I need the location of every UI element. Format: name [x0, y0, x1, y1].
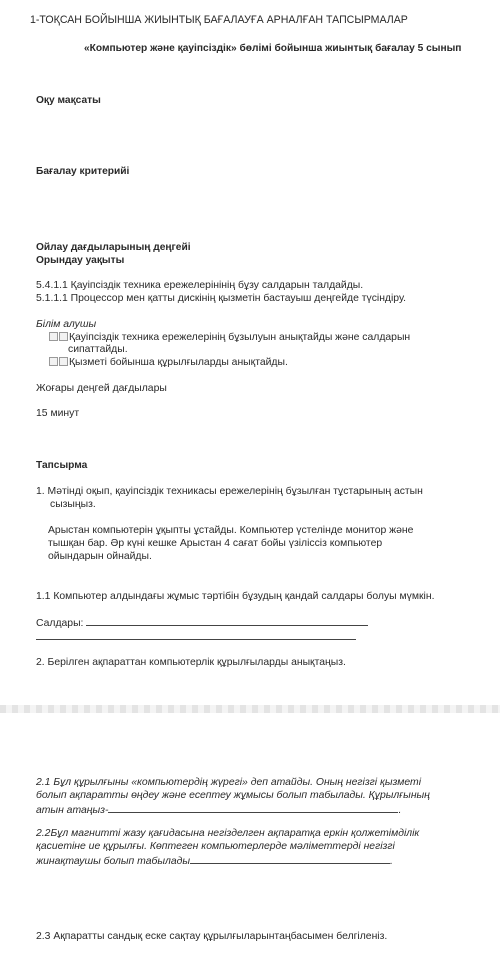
checkbox-icon: [59, 357, 68, 366]
answer-prompt: жинақтаушы болып табылады: [36, 856, 190, 867]
objective-item: 5.4.1.1 Қауіпсіздік техника ережелерінінің бұзу салдарын талдайды.: [36, 280, 364, 291]
passage-line: тышқан бар. Әр күні кешке Арыстан 4 сағат бойы үзіліссіз компьютер: [48, 538, 383, 549]
question-2-1-continued: болып ақпаратты өңдеу және есептеу жұмысы болып табылады. Құрылғының: [36, 790, 430, 801]
objective-item: 5.1.1.1 Процессор мен қатты дискінің қызметін бастауыш деңгейде түсіндіру.: [36, 293, 407, 304]
question-2-3: 2.3 Ақпаратты сандық еске сақтау құрылғыларынтаңбасымен белгіленіз.: [36, 931, 388, 942]
consequences-label: Салдары:: [36, 618, 84, 629]
question-1-continued: сызыңыз.: [50, 499, 96, 510]
checkbox-icon: [49, 357, 58, 366]
answer-line[interactable]: [190, 854, 390, 864]
document-subtitle: «Компьютер және қауіпсіздік» бөлімі бойынша жиынтық бағалау 5 сынып: [84, 43, 462, 54]
criterion-text: Қауіпсіздік техника ережелерінің бұзылуын анықтайды және салдарын: [69, 332, 411, 343]
criterion-item: [49, 357, 288, 368]
thinking-level-value: Жоғары деңгей дағдылары: [36, 383, 167, 394]
duration-label: Орындау уақыты: [36, 255, 125, 266]
checkbox-icon: [49, 332, 58, 341]
answer-line[interactable]: [108, 803, 398, 813]
question-1-1: 1.1 Компьютер алдындағы жұмыс тәртібін бұзудың қандай салдары болуы мүмкін.: [36, 591, 435, 602]
criterion-text: Қызметі бойынша құрылғыларды анықтайды.: [69, 357, 288, 368]
question-2-2-answer: [36, 854, 393, 867]
question-2: 2. Берілген ақпараттан компьютерлік құрылғыларды анықтаңыз.: [36, 657, 346, 668]
objectives-label: Оқу мақсаты: [36, 95, 101, 106]
thinking-level-label: Ойлау дағдыларының деңгейі: [36, 242, 191, 253]
criteria-label: Бағалау критерийі: [36, 166, 130, 177]
page-break: [0, 705, 500, 713]
question-1: 1. Мәтінді оқып, қауіпсіздік техникасы ережелерінің бұзылған тұстарының астын: [36, 486, 423, 497]
criterion-text-continued: сипаттайды.: [68, 344, 128, 355]
criterion-item: [49, 332, 410, 343]
answer-prompt: атын атаңыз-: [36, 805, 109, 816]
document-title: 1-ТОҚСАН БОЙЫНША ЖИЫНТЫҚ БАҒАЛАУҒА АРНАЛҒАН ТАПСЫРМАЛАР: [30, 14, 408, 26]
period: .: [390, 856, 393, 867]
question-2-1-answer: атын атаңыз- .: [36, 805, 402, 816]
consequences-field: [36, 616, 368, 629]
answer-line[interactable]: [86, 616, 368, 626]
question-2-2-continued: қасиетіне ие құрылғы. Көптеген компьютерлерде мәліметтерді негізгі: [36, 841, 395, 852]
task-heading: Тапсырма: [36, 460, 88, 471]
learner-heading: Білім алушы: [36, 319, 97, 330]
question-2-1: 2.1 Бұл құрылғыны «компьютердің жүрегі» деп атайды. Оның негізгі қызметі: [36, 777, 422, 788]
answer-line[interactable]: [36, 631, 356, 640]
duration-value: 15 минут: [36, 408, 80, 419]
checkbox-icon: [59, 332, 68, 341]
passage-line: ойындарын ойнайды.: [48, 551, 152, 562]
question-2-2: 2.2Бұл магнитті жазу қағидасына негізделген ақпаратқа еркін қолжетімділік: [36, 828, 420, 839]
page-two: [0, 713, 500, 961]
passage-line: Арыстан компьютерін ұқыпты ұстайды. Компьютер үстелінде монитор және: [48, 525, 414, 536]
